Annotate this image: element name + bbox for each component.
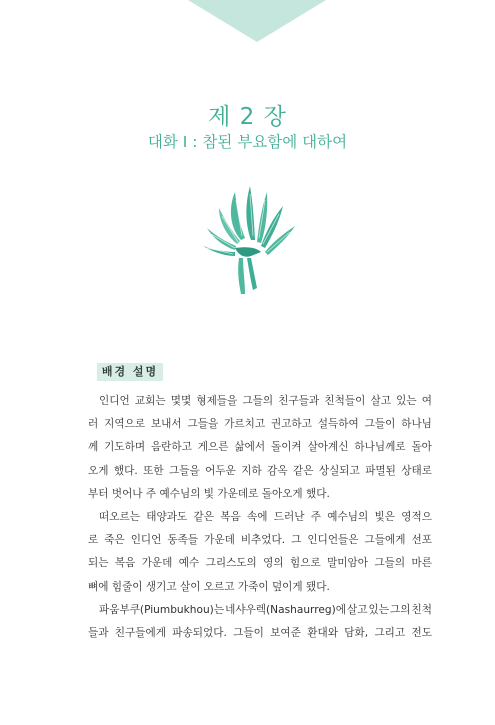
text-line: 오게 했다. 또한 그들을 어두운 지하 감옥 같은 상실되고 파멸된 상태로 bbox=[88, 464, 432, 477]
paragraph bbox=[88, 390, 432, 506]
paragraph bbox=[88, 599, 432, 645]
text-line: 뼈에 힘줄이 생기고 살이 오르고 가죽이 덮이게 됐다. bbox=[88, 580, 330, 593]
body-text bbox=[88, 390, 432, 645]
text-line: 부터 벗어나 주 예수님의 빛 가운데로 돌아오게 했다. bbox=[88, 487, 330, 500]
chapter-number: 제 2 장 bbox=[208, 104, 287, 130]
text-line: 인디언 교회는 몇몇 형제들을 그들의 친구들과 친척들이 살고 있는 여 bbox=[99, 395, 432, 407]
feather-headdress-icon bbox=[195, 180, 305, 300]
text-line: 되는 복음 가운데 예수 그리스도의 영의 힘으로 말미암아 그들의 마른 bbox=[88, 557, 432, 570]
paragraph bbox=[88, 506, 432, 599]
decorative-triangle bbox=[0, 0, 495, 50]
text-line: 께 기도하며 음란하고 게으른 삶에서 돌이켜 살아계신 하나님께로 돌아 bbox=[88, 441, 432, 454]
text-line: 러 지역으로 보내서 그들을 가르치고 권고하고 설득하여 그들이 하나님 bbox=[88, 418, 432, 431]
section-label: 배경 설명 bbox=[97, 363, 163, 381]
chapter-title: 대화 I : 참된 부요함에 대하여 bbox=[147, 133, 348, 151]
text-line: 떠오르는 태양과도 같은 복음 속에 드러난 주 예수님의 빛은 영적으 bbox=[99, 511, 432, 524]
text-line: 들과 친구들에게 파송되었다. 그들이 보여준 환대와 담화, 그리고 전도 bbox=[88, 627, 432, 640]
text-line: 파움부쿠(Piumbukhou)는 네샤우렉(Nashaurreg)에 살고 있는 그의 친척 bbox=[99, 603, 432, 616]
text-line: 로 죽은 인디언 동족들 가운데 비추었다. 그 인디언들은 그들에게 선포 bbox=[88, 534, 432, 547]
